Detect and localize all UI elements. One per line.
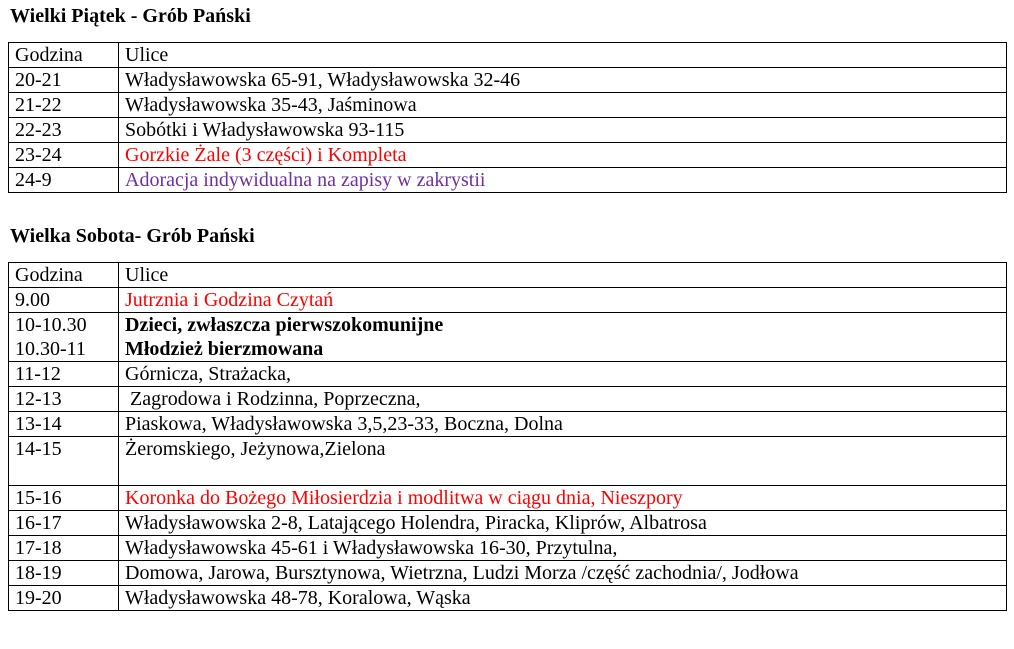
hour-cell: 17-18 bbox=[9, 536, 119, 561]
table-header-row bbox=[9, 43, 1007, 68]
hour-column-header: Godzina bbox=[9, 263, 119, 288]
hour-cell: 23-24 bbox=[9, 143, 119, 168]
hour-cell: 20-21 bbox=[9, 68, 119, 93]
streets-cell: Zagrodowa i Rodzinna, Poprzeczna, bbox=[119, 387, 1007, 412]
table-row bbox=[9, 437, 1007, 486]
streets-cell: Sobótki i Władysławowska 93-115 bbox=[119, 118, 1007, 143]
table-row bbox=[9, 143, 1007, 168]
hour-cell: 16-17 bbox=[9, 511, 119, 536]
hour-cell: 13-14 bbox=[9, 412, 119, 437]
streets-line: Młodzież bierzmowana bbox=[125, 338, 324, 360]
streets-cell: Władysławowska 48-78, Koralowa, Wąska bbox=[119, 586, 1007, 611]
streets-cell: Władysławowska 65-91, Władysławowska 32-46 bbox=[119, 68, 1007, 93]
table-row bbox=[9, 536, 1007, 561]
table-row bbox=[9, 412, 1007, 437]
streets-cell: Jutrznia i Godzina Czytań bbox=[119, 288, 1007, 313]
streets-cell: Władysławowska 2-8, Latającego Holendra, Piracka, Kliprów, Albatrosa bbox=[119, 511, 1007, 536]
table-row bbox=[9, 288, 1007, 313]
table-row bbox=[9, 93, 1007, 118]
streets-line: Dzieci, zwłaszcza pierwszokomunijne bbox=[125, 314, 444, 336]
streets-cell: Górnicza, Strażacka, bbox=[119, 362, 1007, 387]
hour-cell: 24-9 bbox=[9, 168, 119, 193]
hour-column-header: Godzina bbox=[9, 43, 119, 68]
hour-cell: 14-15 bbox=[9, 437, 119, 486]
table-row bbox=[9, 486, 1007, 511]
streets-cell: Domowa, Jarowa, Bursztynowa, Wietrzna, Ludzi Morza /część zachodnia/, Jodłowa bbox=[119, 561, 1007, 586]
streets-column-header: Ulice bbox=[119, 263, 1007, 288]
hour-cell bbox=[9, 313, 119, 362]
hour-cell: 15-16 bbox=[9, 486, 119, 511]
streets-cell: Adoracja indywidualna na zapisy w zakrystii bbox=[119, 168, 1007, 193]
table-row bbox=[9, 387, 1007, 412]
streets-cell bbox=[119, 313, 1007, 362]
saturday-schedule-table bbox=[8, 262, 1007, 611]
streets-cell: Władysławowska 45-61 i Władysławowska 16-30, Przytulna, bbox=[119, 536, 1007, 561]
hour-cell: 21-22 bbox=[9, 93, 119, 118]
table-row bbox=[9, 68, 1007, 93]
friday-title: Wielki Piątek - Grób Pański bbox=[10, 5, 251, 27]
table-row bbox=[9, 511, 1007, 536]
hour-cell: 19-20 bbox=[9, 586, 119, 611]
streets-cell: Gorzkie Żale (3 części) i Kompleta bbox=[119, 143, 1007, 168]
streets-column-header: Ulice bbox=[119, 43, 1007, 68]
streets-cell: Żeromskiego, Jeżynowa,Zielona bbox=[119, 437, 1007, 486]
hour-cell: 18-19 bbox=[9, 561, 119, 586]
hour-cell: 9.00 bbox=[9, 288, 119, 313]
hour-cell: 11-12 bbox=[9, 362, 119, 387]
table-header-row bbox=[9, 263, 1007, 288]
friday-schedule-table bbox=[8, 42, 1007, 193]
table-row bbox=[9, 362, 1007, 387]
hour-line: 10.30-11 bbox=[15, 338, 86, 360]
table-row bbox=[9, 586, 1007, 611]
streets-cell: Piaskowa, Władysławowska 3,5,23-33, Boczna, Dolna bbox=[119, 412, 1007, 437]
table-row bbox=[9, 561, 1007, 586]
streets-cell: Koronka do Bożego Miłosierdzia i modlitwa w ciągu dnia, Nieszpory bbox=[119, 486, 1007, 511]
table-row bbox=[9, 118, 1007, 143]
streets-cell: Władysławowska 35-43, Jaśminowa bbox=[119, 93, 1007, 118]
saturday-title: Wielka Sobota- Grób Pański bbox=[10, 225, 255, 247]
hour-line: 10-10.30 bbox=[15, 314, 87, 336]
hour-cell: 12-13 bbox=[9, 387, 119, 412]
table-row bbox=[9, 313, 1007, 362]
hour-cell: 22-23 bbox=[9, 118, 119, 143]
table-row bbox=[9, 168, 1007, 193]
